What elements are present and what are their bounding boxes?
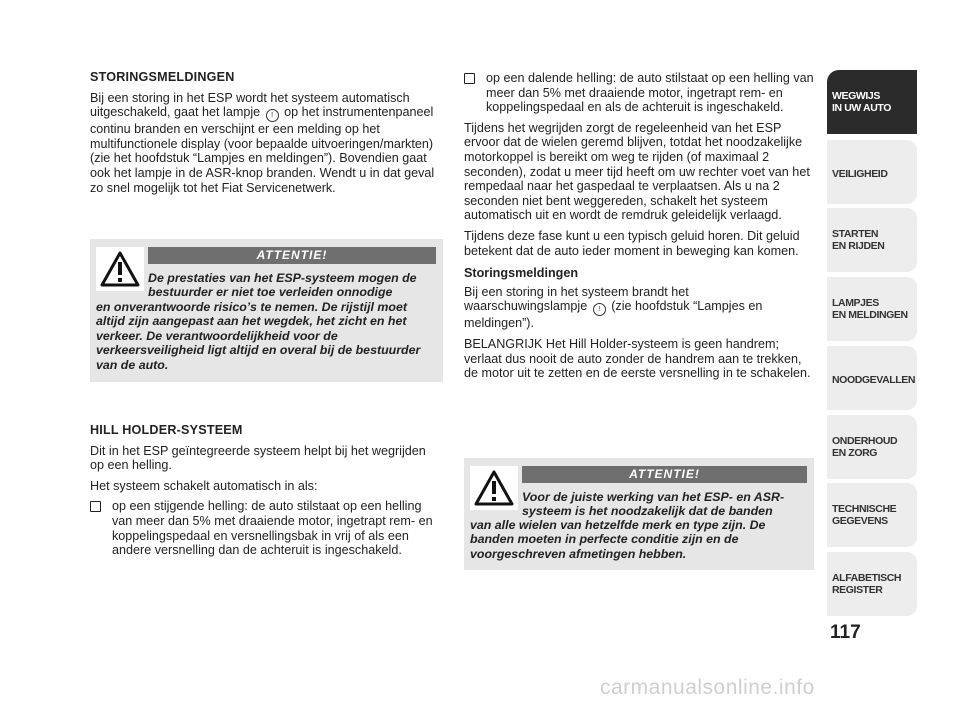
- attention-banner: ATTENTIE!: [522, 466, 807, 483]
- warning-triangle-icon: [470, 466, 518, 510]
- tab-label-line1: LAMPJES: [832, 297, 879, 309]
- hill-paragraph-1: Dit in het ESP geïntegreerde systeem helpt bij het wegrijden op een helling.: [90, 443, 426, 473]
- heading-storingsmeldingen: STORINGSMELDINGEN: [90, 70, 235, 84]
- checkbox-bullet-icon: [90, 501, 101, 512]
- tab-label-line2: GEGEVENS: [832, 515, 888, 527]
- left-column: [90, 70, 440, 201]
- right-paragraph-1: Tijdens het wegrijden zorgt de regeleenheid van het ESP ervoor dat de wielen geremd blijven, totdat het noodzakelijke motorkoppel is bereikt om weg te rijden (of maximaal 2 seconden), zodat u meer tijd heeft om uw rechter voet van het rempedaal naar het gaspedaal te verplaatsen. Als u na 2 seconden niet bent weggereden, schakelt het systeem automatisch uit en wordt de remdruk geleidelijk verlaagd.: [464, 120, 810, 223]
- storing-paragraph: [90, 91, 440, 196]
- tab-label-line1: NOODGEVALLEN: [832, 374, 916, 386]
- storing-text-b: op het instrumentenpaneel continu branden en verschijnt er een melding op het multifunctionele display (voor bepaalde uitvoeringen/markten) (zie het hoofdstuk “Lampjes en meldingen”). Bovendien gaat ook het lampje in de ASR-knop branden. Wendt u in dat geval zo snel mogelijk tot het Fiat Servicenetwerk.: [90, 105, 435, 195]
- warning-triangle-icon: [96, 247, 144, 291]
- attention-box-esp: [90, 239, 443, 382]
- tab-label-line2: REGISTER: [832, 584, 883, 596]
- attention-rest-text: van alle wielen van hetzelfde merk en type zijn. De banden moeten in perfecte conditie zijn en de voorgeschreven afmetingen hebben.: [470, 518, 766, 561]
- tab-label-line1: VEILIGHEID: [832, 168, 888, 180]
- list-item: [464, 71, 814, 115]
- tab-veiligheid[interactable]: [827, 140, 917, 204]
- checkbox-bullet-icon: [464, 73, 475, 84]
- attention-lead-text: De prestaties van het ESP-systeem mogen de bestuurder er niet toe verleiden onnodige: [148, 271, 417, 300]
- bullet-text: op een dalende helling: de auto stilstaat op een helling van meer dan 5% met draaiende motor, ingetrapt rem- en koppelingspedaal en als de achteruit is ingeschakeld.: [486, 71, 814, 115]
- tab-label-line1: ALFABETISCH: [832, 572, 902, 584]
- tab-label-line2: EN MELDINGEN: [832, 309, 908, 321]
- hill-holder-section: [90, 423, 442, 564]
- attention-box-tyres: [464, 458, 814, 570]
- list-item: [90, 499, 442, 557]
- page-number: 117: [830, 622, 861, 643]
- tab-label-line1: STARTEN: [832, 228, 879, 240]
- tab-label-line1: WEGWIJS: [832, 90, 880, 102]
- esp-lamp-icon: !: [266, 109, 279, 122]
- tab-label-line1: ONDERHOUD: [832, 435, 898, 447]
- attention-banner: ATTENTIE!: [148, 247, 436, 264]
- storing-text-a: Bij een storing in het ESP wordt het systeem automatisch uitgeschakeld, gaat het lampje: [90, 90, 410, 120]
- esp-lamp-icon: !: [593, 303, 606, 316]
- tab-wegwijs[interactable]: [827, 70, 917, 134]
- watermark: carmanualsonline.info: [600, 676, 815, 699]
- tab-alfabetisch-register[interactable]: [827, 552, 917, 616]
- attention-rest-text: en onverantwoorde risico’s te nemen. De rijstijl moet altijd zijn aangepast aan het wegdek, het zicht en het verkeer. De verantwoordelijkheid voor de verkeersveiligheid ligt altijd en overal bij de bestuurder van de auto.: [96, 300, 421, 372]
- tab-noodgevallen[interactable]: [827, 346, 917, 410]
- tab-label-line2: EN ZORG: [832, 447, 878, 459]
- tab-onderhoud[interactable]: [827, 415, 917, 479]
- tab-technische-gegevens[interactable]: [827, 483, 917, 547]
- bullet-text: op een stijgende helling: de auto stilstaat op een helling van meer dan 5% met draaiende motor, ingetrapt rem- en koppelingspedaal en versnellingsbak in vrij of als een andere versnelling dan de achteruit is ingeschakeld.: [112, 499, 433, 558]
- right-column: [464, 71, 814, 387]
- tab-label-line1: TECHNISCHE: [832, 503, 897, 515]
- subheading-storingsmeldingen: Storingsmeldingen: [464, 266, 579, 281]
- right-paragraph-4: BELANGRIJK Het Hill Holder-systeem is geen handrem; verlaat dus nooit de auto zonder de handrem aan te trekken, de motor uit te zetten en de eerste versnelling in te schakelen.: [464, 336, 811, 381]
- hill-paragraph-2: Het systeem schakelt automatisch in als:: [90, 478, 318, 493]
- p3-text-a: Bij een storing in het systeem brandt het waarschuwingslampje: [464, 284, 689, 314]
- tab-starten[interactable]: [827, 208, 917, 272]
- tab-label-line2: EN RIJDEN: [832, 240, 885, 252]
- heading-hill-holder: HILL HOLDER-SYSTEEM: [90, 423, 243, 437]
- attention-lead-text: Voor de juiste werking van het ESP- en ASR-systeem is het noodzakelijk dat de banden: [522, 490, 785, 519]
- tab-label-line2: IN UW AUTO: [832, 102, 891, 114]
- p3-text-b: (zie hoofdstuk “Lampjes en meldingen”).: [464, 299, 763, 331]
- right-paragraph-2: Tijdens deze fase kunt u een typisch geluid horen. Dit geluid betekent dat de auto ieder moment in beweging kan komen.: [464, 228, 800, 258]
- tab-lampjes[interactable]: [827, 277, 917, 341]
- right-paragraph-3: [464, 285, 814, 331]
